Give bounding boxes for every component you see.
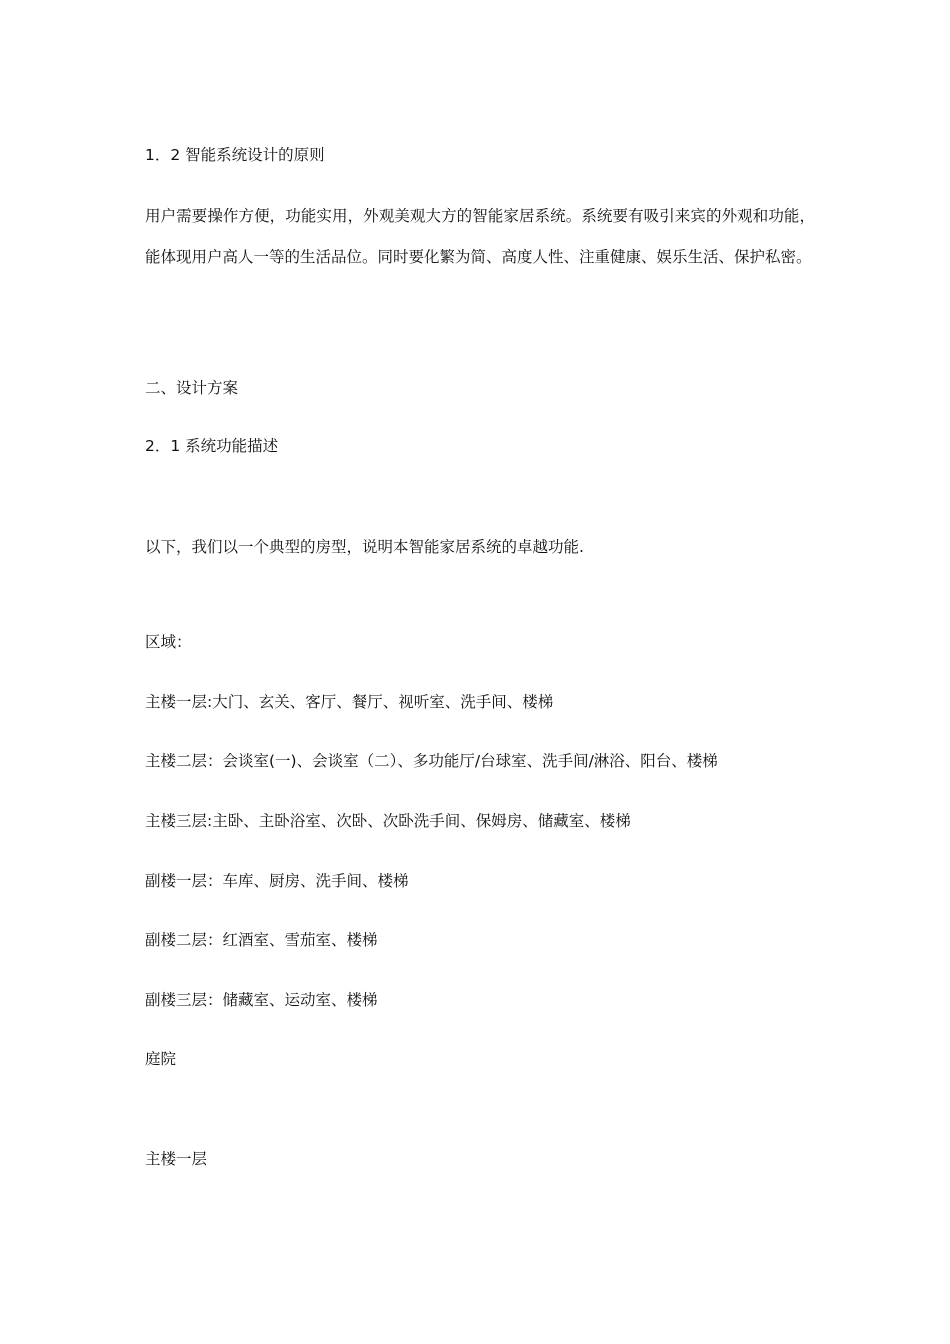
area-item: 主楼一层:大门、玄关、客厅、餐厅、视听室、洗手间、楼梯 — [145, 693, 554, 711]
heading-2-1: 2．1 系统功能描述 — [145, 437, 279, 455]
area-item: 主楼三层:主卧、主卧浴室、次卧、次卧洗手间、保姆房、储藏室、楼梯 — [145, 812, 631, 830]
area-item: 主楼二层：会谈室(一)、会谈室（二）、多功能厅/台球室、洗手间/淋浴、阳台、楼梯 — [145, 752, 718, 770]
subsection-main-floor-1: 主楼一层 — [145, 1150, 208, 1168]
principle-paragraph: 用户需要操作方便，功能实用，外观美观大方的智能家居系统。系统要有吸引来宾的外观和功能，能体现用户高人一等的生活品位。同时要化繁为简、高度人性、注重健康、娱乐生活、保护私密。 — [145, 207, 815, 266]
area-item: 副楼二层：红酒室、雪茄室、楼梯 — [145, 931, 378, 949]
area-item: 副楼三层：储藏室、运动室、楼梯 — [145, 991, 378, 1009]
area-item: 副楼一层：车库、厨房、洗手间、楼梯 — [145, 872, 409, 890]
section-2-title: 二、设计方案 — [145, 379, 239, 397]
heading-1-2: 1．2 智能系统设计的原则 — [145, 146, 325, 164]
area-label: 区域： — [145, 633, 192, 651]
area-item: 庭院 — [145, 1050, 177, 1068]
intro-text: 以下，我们以一个典型的房型，说明本智能家居系统的卓越功能. — [145, 538, 584, 556]
